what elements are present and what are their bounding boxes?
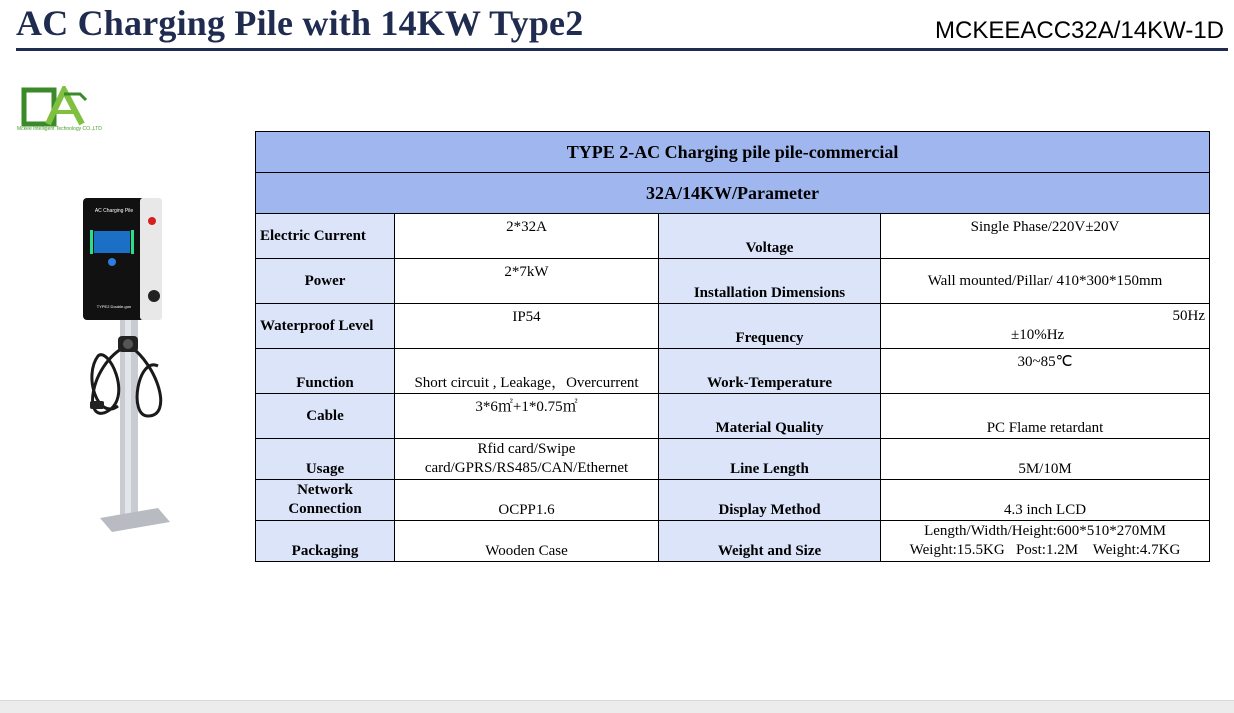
label-electric-current: Electric Current bbox=[256, 214, 395, 259]
label-packaging: Packaging bbox=[256, 521, 395, 562]
label-function: Function bbox=[256, 349, 395, 394]
table-row bbox=[256, 304, 1210, 349]
label-usage: Usage bbox=[256, 439, 395, 480]
label-waterproof-level: Waterproof Level bbox=[256, 304, 395, 349]
table-subtitle: 32A/14KW/Parameter bbox=[256, 173, 1210, 214]
value-waterproof-level: IP54 bbox=[395, 304, 659, 349]
table-row bbox=[256, 394, 1210, 439]
value-power: 2*7kW bbox=[395, 259, 659, 304]
label-power: Power bbox=[256, 259, 395, 304]
label-line-length: Line Length bbox=[659, 439, 881, 480]
value-line-length: 5M/10M bbox=[881, 439, 1210, 480]
label-frequency: Frequency bbox=[659, 304, 881, 349]
value-weight-line1: Length/Width/Height:600*510*270MM bbox=[924, 523, 1166, 539]
value-network-connection: OCPP1.6 bbox=[395, 480, 659, 521]
table-title: TYPE 2-AC Charging pile pile-commercial bbox=[256, 132, 1210, 173]
value-weight-and-size bbox=[881, 521, 1210, 562]
table-row bbox=[256, 214, 1210, 259]
company-name: Mckee Intelligent Technology CO.,LTD bbox=[17, 126, 102, 132]
label-display-method: Display Method bbox=[659, 480, 881, 521]
value-usage bbox=[395, 439, 659, 480]
label-network-line2: Connection bbox=[288, 501, 362, 517]
page-footer-bar bbox=[0, 700, 1234, 713]
value-display-method: 4.3 inch LCD bbox=[881, 480, 1210, 521]
value-material-quality: PC Flame retardant bbox=[881, 394, 1210, 439]
label-work-temperature: Work-Temperature bbox=[659, 349, 881, 394]
label-material-quality: Material Quality bbox=[659, 394, 881, 439]
label-weight-and-size: Weight and Size bbox=[659, 521, 881, 562]
value-voltage: Single Phase/220V±20V bbox=[881, 214, 1210, 259]
model-number: MCKEEACC32A/14KW-1D bbox=[935, 17, 1224, 44]
charging-pile-image bbox=[78, 196, 178, 536]
value-usage-line1: Rfid card/Swipe bbox=[477, 441, 576, 457]
table-row bbox=[256, 349, 1210, 394]
value-electric-current: 2*32A bbox=[395, 214, 659, 259]
table-row bbox=[256, 439, 1210, 480]
value-usage-line2: card/GPRS/RS485/CAN/Ethernet bbox=[424, 460, 629, 476]
label-installation-dimensions: Installation Dimensions bbox=[659, 259, 881, 304]
page-title: AC Charging Pile with 14KW Type2 bbox=[16, 3, 584, 43]
value-frequency bbox=[881, 304, 1210, 349]
label-cable: Cable bbox=[256, 394, 395, 439]
value-frequency-line2: ±10%Hz bbox=[1011, 327, 1065, 343]
value-function: Short circuit , Leakage，Overcurrent bbox=[395, 349, 659, 394]
value-work-temperature: 30~85℃ bbox=[881, 349, 1210, 394]
label-voltage: Voltage bbox=[659, 214, 881, 259]
value-installation-dimensions: Wall mounted/Pillar/ 410*300*150mm bbox=[881, 259, 1210, 304]
table-row bbox=[256, 259, 1210, 304]
label-network-connection bbox=[256, 480, 395, 521]
table-subtitle-row bbox=[256, 173, 1210, 214]
product-screen-title: AC Charging Pile bbox=[94, 208, 134, 214]
value-cable: 3*6㎡+1*0.75㎡ bbox=[395, 394, 659, 439]
table-row bbox=[256, 521, 1210, 562]
title-underline bbox=[16, 48, 1228, 51]
table-title-row bbox=[256, 132, 1210, 173]
product-type-label: TYPE2 Double-gun bbox=[96, 304, 132, 309]
table-row bbox=[256, 480, 1210, 521]
spec-table bbox=[255, 131, 1210, 562]
value-packaging: Wooden Case bbox=[395, 521, 659, 562]
value-frequency-line1: 50Hz bbox=[1172, 308, 1206, 324]
value-weight-line2: Weight:15.5KG Post:1.2M Weight:4.7KG bbox=[909, 542, 1181, 558]
label-network-line1: Network bbox=[297, 482, 353, 498]
